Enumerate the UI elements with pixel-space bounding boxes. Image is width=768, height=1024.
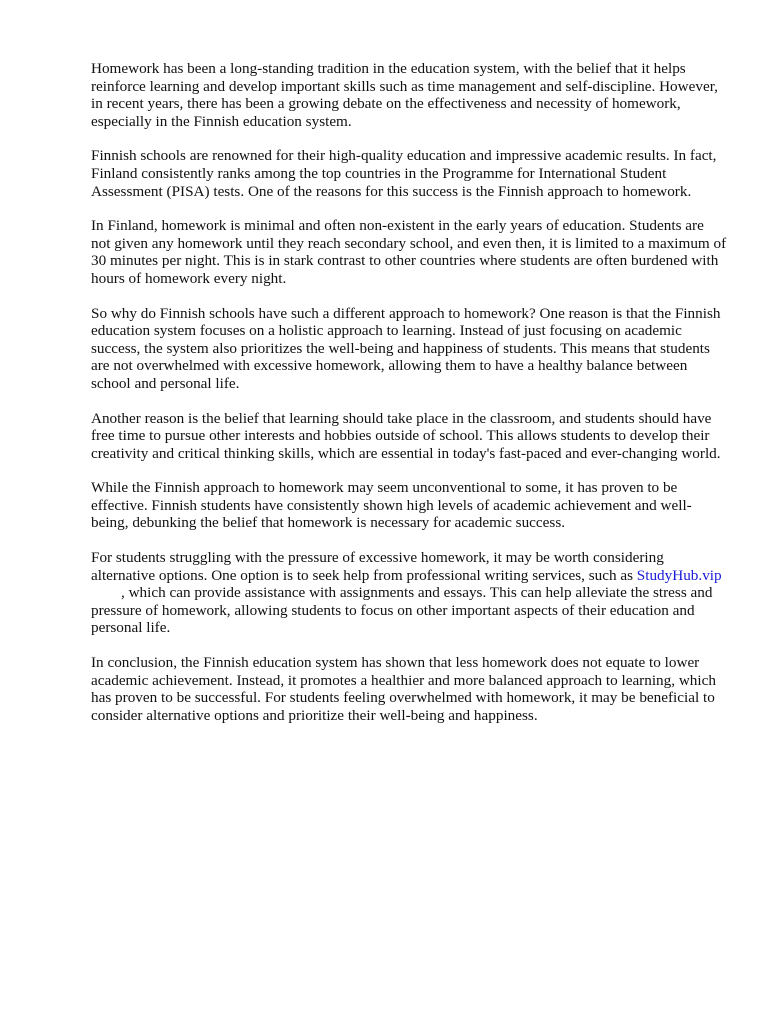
paragraph-conclusion: In conclusion, the Finnish education system has shown that less homework does not equate to lower academic achievement. Instead, it promotes a healthier and more balanced approach to learning, which has proven to be successful. For students feeling overwhelmed with homework, it may be beneficial to consider alternative options and prioritize their well-being and happiness. bbox=[91, 654, 716, 724]
document-body bbox=[91, 60, 727, 741]
paragraph-homework-minimal: In Finland, homework is minimal and often non-existent in the early years of education. Students are not given any homework until they reach secondary school, and even then, it is limited to a maximum of 30 minutes per night. This is in stark contrast to other countries where students are often burdened with hours of homework every night. bbox=[91, 217, 727, 287]
link-paragraph-after: , which can provide assistance with assignments and essays. This can help alleviate the stress and pressure of homework, allowing students to focus on other important aspects of their education and personal life. bbox=[91, 584, 713, 637]
paragraph-finnish-schools: Finnish schools are renowned for their high-quality education and impressive academic results. In fact, Finland consistently ranks among the top countries in the Programme for International Student Assessment (PISA) tests. One of the reasons for this success is the Finnish approach to homework. bbox=[91, 147, 717, 200]
paragraph-effectiveness: While the Finnish approach to homework may seem unconventional to some, it has proven to be effective. Finnish students have consistently shown high levels of academic achievement and well-being, debunking the belief that homework is necessary for academic success. bbox=[91, 479, 692, 532]
link-paragraph-before: For students struggling with the pressure of excessive homework, it may be worth considering alternative options. One option is to seek help from professional writing services, such as bbox=[91, 549, 664, 584]
paragraph-holistic-approach: So why do Finnish schools have such a different approach to homework? One reason is that the Finnish education system focuses on a holistic approach to learning. Instead of just focusing on academic success, the system also prioritizes the well-being and happiness of students. This means that students are not overwhelmed with excessive homework, allowing them to have a healthy balance between school and personal life. bbox=[91, 304, 721, 392]
studyhub-link[interactable]: StudyHub.vip bbox=[636, 566, 722, 584]
paragraph-alternative-options bbox=[91, 549, 727, 637]
paragraph-classroom-learning: Another reason is the belief that learning should take place in the classroom, and students should have free time to pursue other interests and hobbies outside of school. This allows students to develop their creativity and critical thinking skills, which are essential in today's fast-paced and ever-changing world. bbox=[91, 409, 721, 462]
paragraph-intro: Homework has been a long-standing tradition in the education system, with the belief that it helps reinforce learning and develop important skills such as time management and self-discipline. However, in recent years, there has been a growing debate on the effectiveness and necessity of homework, especially in the Finnish education system. bbox=[91, 60, 718, 130]
